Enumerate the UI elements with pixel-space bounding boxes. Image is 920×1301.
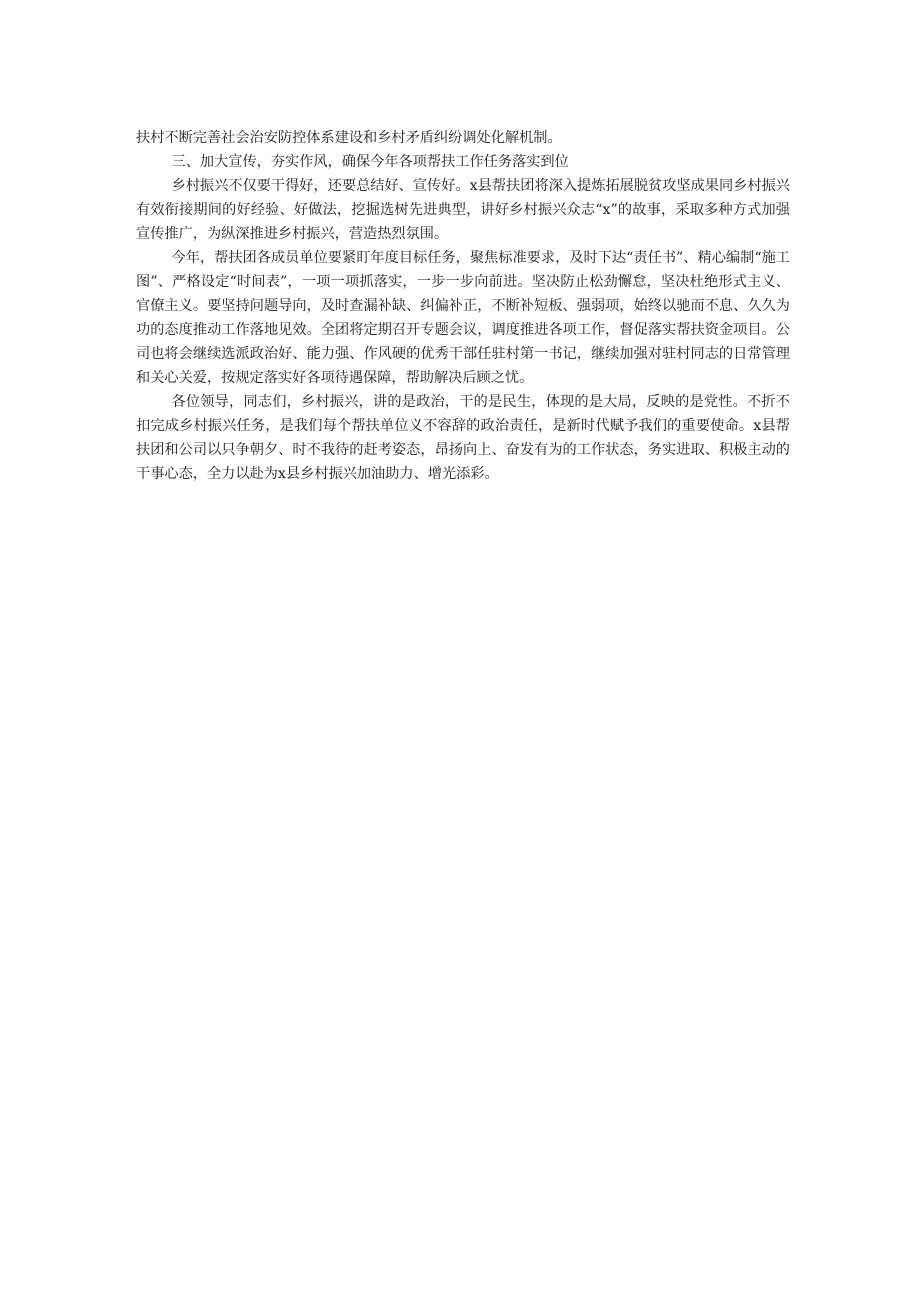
continued-paragraph: 扶村不断完善社会治安防控体系建设和乡村矛盾纠纷调处化解机制。 <box>136 130 562 146</box>
document-page <box>136 126 790 486</box>
body-paragraph-closing: 各位领导，同志们，乡村振兴，讲的是政治，干的是民生，体现的是大局，反映的是党性。不折不扣完成乡村振兴任务，是我们每个帮扶单位义不容辞的政治责任，是新时代赋予我们的重要使命。x县帮扶团和公司以只争朝夕、时不我待的赶考姿态，昂扬向上、奋发有为的工作状态，务实进取、积极主动的干事心态，全力以赴为x县乡村振兴加油助力、增光添彩。 <box>136 394 790 482</box>
section-heading: 三、加大宣传，夯实作风，确保今年各项帮扶工作任务落实到位 <box>171 154 569 170</box>
body-paragraph-publicity: 乡村振兴不仅要干得好，还要总结好、宣传好。x县帮扶团将深入提炼拓展脱贫攻坚成果同乡村振兴有效衔接期间的好经验、好做法，挖掘选树先进典型，讲好乡村振兴众志“x”的故事，采取多种方式加强宣传推广，为纵深推进乡村振兴，营造热烈氛围。 <box>136 178 790 242</box>
body-paragraph-tasks: 今年，帮扶团各成员单位要紧盯年度目标任务，聚焦标准要求，及时下达“责任书”、精心编制“施工图”、严格设定“时间表”，一项一项抓落实，一步一步向前进。坚决防止松劲懈怠，坚决杜绝形式主义、官僚主义。要坚持问题导向，及时查漏补缺、纠偏补正，不断补短板、强弱项，始终以驰而不息、久久为功的态度推动工作落地见效。全团将定期召开专题会议，调度推进各项工作，督促落实帮扶资金项目。公司也将会继续选派政治好、能力强、作风硬的优秀干部任驻村第一书记，继续加强对驻村同志的日常管理和关心关爱，按规定落实好各项待遇保障，帮助解决后顾之忧。 <box>136 250 790 386</box>
